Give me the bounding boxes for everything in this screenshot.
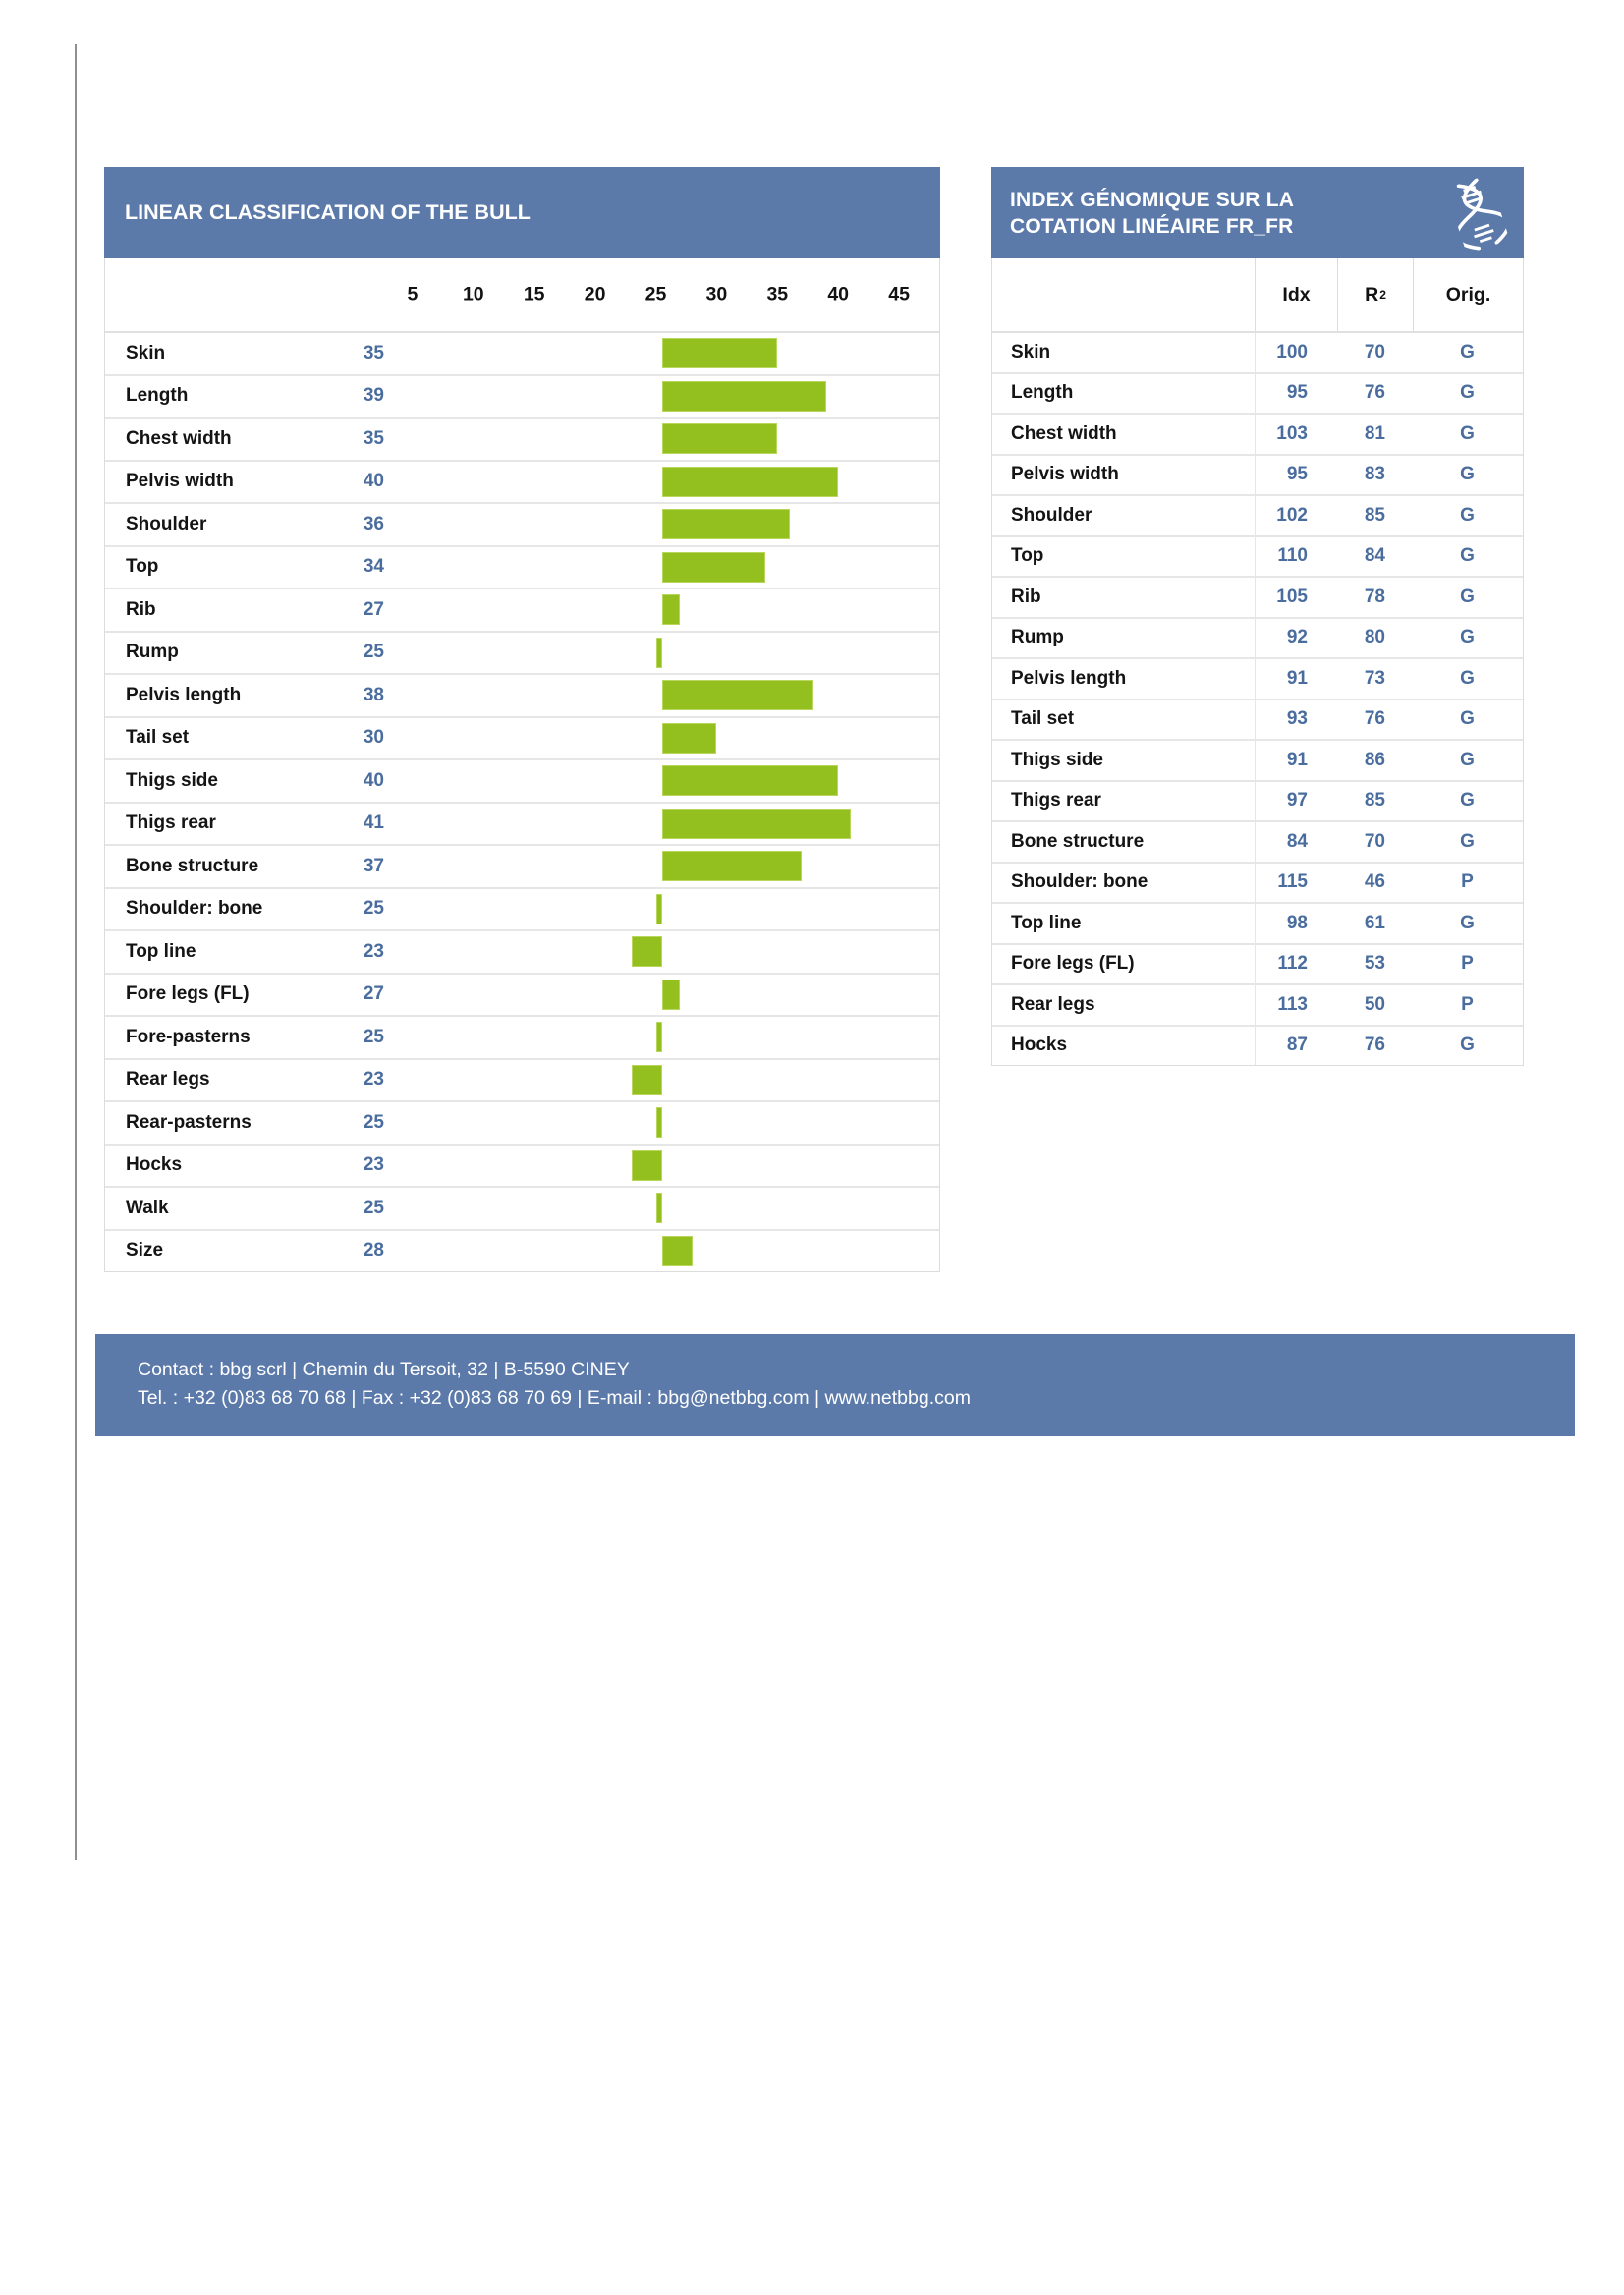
trait-label: Pelvis length [126, 684, 242, 705]
idx-value: 87 [1286, 1035, 1308, 1056]
left-table-row [105, 1060, 939, 1103]
right-table-row [992, 822, 1523, 864]
scale-row [105, 258, 939, 333]
right-table-row [992, 619, 1523, 660]
left-table-row [105, 846, 939, 889]
left-table-row [105, 975, 939, 1018]
left-table-header [104, 167, 940, 258]
trait-value: 23 [363, 1069, 384, 1091]
orig-value: G [1460, 504, 1475, 526]
idx-value: 110 [1277, 545, 1308, 567]
trait-label: Top line [126, 940, 196, 962]
trait-bar [632, 936, 662, 967]
orig-value: G [1460, 545, 1475, 567]
trait-label: Shoulder [1011, 504, 1092, 526]
r2-value: 83 [1364, 464, 1385, 485]
trait-label: Fore-pasterns [126, 1026, 251, 1047]
trait-value: 25 [363, 898, 384, 920]
trait-bar [656, 1107, 662, 1138]
dna-icon [1445, 174, 1509, 253]
trait-value: 41 [363, 812, 384, 834]
right-table-row [992, 985, 1523, 1027]
orig-value: G [1460, 1035, 1475, 1056]
col-orig: Orig. [1413, 258, 1523, 331]
r2-value: 70 [1364, 341, 1385, 363]
left-table-row [105, 1188, 939, 1231]
r2-value: 78 [1364, 586, 1385, 607]
trait-value: 35 [363, 342, 384, 364]
r2-value: 85 [1364, 790, 1385, 812]
trait-bar [662, 423, 778, 454]
r2-value: 46 [1364, 871, 1385, 893]
trait-label: Pelvis width [126, 471, 234, 492]
trait-label: Rump [126, 642, 179, 663]
trait-label: Thigs side [126, 769, 218, 791]
trait-label: Rump [1011, 627, 1064, 648]
scale-tick: 30 [705, 283, 728, 306]
trait-label: Size [126, 1240, 164, 1261]
left-table-row [105, 931, 939, 975]
right-table-row [992, 496, 1523, 537]
r2-value: 70 [1364, 830, 1385, 852]
right-table-title-line2: COTATION LINÉAIRE FR_FR [1010, 214, 1294, 238]
left-table-title: LINEAR CLASSIFICATION OF THE BULL [125, 200, 531, 224]
right-table-header [991, 167, 1524, 258]
trait-label: Chest width [1011, 422, 1117, 444]
trait-label: Fore legs (FL) [126, 983, 250, 1005]
trait-label: Tail set [126, 727, 190, 749]
left-table-row [105, 547, 939, 590]
right-table-row [992, 904, 1523, 945]
left-table-row [105, 1102, 939, 1146]
r2-value: 86 [1364, 749, 1385, 770]
right-table-row [992, 333, 1523, 374]
left-table-row [105, 1231, 939, 1272]
trait-label: Pelvis width [1011, 464, 1119, 485]
left-table-row [105, 889, 939, 932]
orig-value: P [1461, 953, 1474, 975]
idx-value: 97 [1286, 790, 1308, 812]
left-table-row [105, 633, 939, 676]
trait-value: 25 [363, 1111, 384, 1133]
scale-tick: 25 [644, 283, 667, 306]
idx-value: 98 [1286, 912, 1308, 933]
right-table-row [992, 659, 1523, 700]
col-idx: Idx [1255, 258, 1337, 331]
trait-label: Thigs rear [1011, 790, 1101, 812]
trait-label: Chest width [126, 427, 232, 449]
scale-tick: 10 [462, 283, 484, 306]
right-table-row [992, 456, 1523, 497]
left-table-row [105, 1017, 939, 1060]
trait-value: 36 [363, 513, 384, 534]
orig-value: G [1460, 341, 1475, 363]
trait-bar [632, 1150, 662, 1181]
col-trait [992, 258, 1255, 331]
right-table-row [992, 782, 1523, 823]
left-table-row [105, 462, 939, 505]
trait-label: Length [126, 385, 189, 407]
trait-label: Bone structure [126, 855, 259, 876]
idx-value: 113 [1277, 993, 1308, 1015]
trait-value: 25 [363, 642, 384, 663]
linear-classification-table [104, 167, 940, 1272]
trait-bar [662, 381, 826, 412]
right-table-row [992, 415, 1523, 456]
trait-value: 30 [363, 727, 384, 749]
right-table-row [992, 864, 1523, 905]
right-table-row [992, 537, 1523, 579]
right-table-row [992, 374, 1523, 416]
left-table-row [105, 333, 939, 376]
right-table-row [992, 945, 1523, 986]
trait-bar [662, 723, 717, 754]
idx-value: 112 [1277, 953, 1308, 975]
idx-value: 95 [1286, 382, 1308, 404]
left-table-rows [105, 333, 939, 1271]
trait-value: 25 [363, 1026, 384, 1047]
trait-bar [662, 980, 681, 1010]
footer-contact-bar [95, 1334, 1575, 1436]
r2-value: 61 [1364, 912, 1385, 933]
r2-value: 50 [1364, 993, 1385, 1015]
left-table-row [105, 675, 939, 718]
scale-tick: 5 [407, 283, 419, 306]
trait-value: 38 [363, 684, 384, 705]
trait-bar [656, 638, 662, 668]
trait-bar [656, 894, 662, 924]
orig-value: G [1460, 749, 1475, 770]
trait-label: Shoulder: bone [126, 898, 263, 920]
trait-bar [656, 1193, 662, 1223]
trait-label: Rib [126, 598, 156, 620]
right-table-rows [992, 333, 1523, 1065]
trait-bar [662, 552, 765, 583]
idx-value: 100 [1276, 341, 1308, 363]
trait-label: Skin [126, 342, 166, 364]
trait-label: Rear-pasterns [126, 1111, 252, 1133]
trait-value: 27 [363, 598, 384, 620]
r2-value: 76 [1364, 708, 1385, 730]
orig-value: G [1460, 464, 1475, 485]
trait-label: Fore legs (FL) [1011, 953, 1135, 975]
trait-label: Top [1011, 545, 1044, 567]
orig-value: P [1461, 871, 1474, 893]
scale-tick: 35 [766, 283, 789, 306]
left-table-row [105, 718, 939, 761]
trait-value: 39 [363, 385, 384, 407]
left-table-row [105, 376, 939, 420]
idx-value: 95 [1286, 464, 1308, 485]
r2-value: 73 [1364, 667, 1385, 689]
trait-label: Tail set [1011, 708, 1075, 730]
trait-bar [662, 765, 839, 796]
trait-label: Rear legs [1011, 993, 1095, 1015]
orig-value: G [1460, 627, 1475, 648]
trait-label: Thigs side [1011, 749, 1103, 770]
orig-value: G [1460, 708, 1475, 730]
idx-value: 91 [1286, 749, 1308, 770]
trait-bar [662, 509, 790, 539]
trait-value: 37 [363, 855, 384, 876]
trait-bar [656, 1022, 662, 1052]
right-table-row [992, 1027, 1523, 1066]
scale-tick: 15 [523, 283, 545, 306]
page-left-rule [75, 44, 77, 1860]
trait-value: 27 [363, 983, 384, 1005]
orig-value: G [1460, 667, 1475, 689]
footer-line1: Contact : bbg scrl | Chemin du Tersoit, 32 | B-5590 CINEY [138, 1359, 630, 1380]
r2-value: 53 [1364, 953, 1385, 975]
trait-value: 25 [363, 1197, 384, 1218]
r2-value: 76 [1364, 382, 1385, 404]
trait-value: 35 [363, 427, 384, 449]
trait-label: Top line [1011, 912, 1082, 933]
trait-label: Rib [1011, 586, 1041, 607]
left-table-row [105, 804, 939, 847]
trait-label: Walk [126, 1197, 169, 1218]
trait-bar [662, 594, 681, 625]
r2-value: 85 [1364, 504, 1385, 526]
trait-bar [662, 467, 839, 497]
scale-tick: 40 [827, 283, 850, 306]
right-table-title-line1: INDEX GÉNOMIQUE SUR LA [1010, 188, 1295, 211]
genomic-index-table [991, 167, 1524, 1066]
col-r2: R 2 [1337, 258, 1413, 331]
idx-value: 93 [1286, 708, 1308, 730]
trait-bar [662, 680, 814, 710]
orig-value: G [1460, 422, 1475, 444]
right-table-row [992, 700, 1523, 742]
trait-label: Pelvis length [1011, 667, 1127, 689]
idx-value: 115 [1277, 871, 1308, 893]
trait-label: Rear legs [126, 1069, 210, 1091]
idx-value: 84 [1286, 830, 1308, 852]
orig-value: G [1460, 912, 1475, 933]
r2-value: 80 [1364, 627, 1385, 648]
left-table-row [105, 589, 939, 633]
scale-tick: 20 [584, 283, 606, 306]
trait-bar [662, 1236, 693, 1266]
idx-value: 92 [1286, 627, 1308, 648]
trait-value: 34 [363, 556, 384, 578]
scale-tick: 45 [888, 283, 910, 306]
r2-value: 76 [1364, 1035, 1385, 1056]
trait-value: 28 [363, 1240, 384, 1261]
trait-value: 40 [363, 769, 384, 791]
right-table-row [992, 578, 1523, 619]
trait-value: 23 [363, 1154, 384, 1176]
orig-value: G [1460, 382, 1475, 404]
trait-label: Shoulder: bone [1011, 871, 1148, 893]
left-table-row [105, 760, 939, 804]
trait-label: Hocks [1011, 1035, 1068, 1056]
left-table-row [105, 1146, 939, 1189]
right-table-title [1010, 187, 1294, 240]
r2-value: 84 [1364, 545, 1385, 567]
idx-value: 105 [1276, 586, 1308, 607]
orig-value: G [1460, 586, 1475, 607]
trait-bar [662, 338, 778, 368]
footer-line2: Tel. : +32 (0)83 68 70 68 | Fax : +32 (0)83 68 70 69 | E-mail : bbg@netbbg.com | www.netbbg.com [138, 1387, 971, 1409]
trait-label: Length [1011, 382, 1074, 404]
left-table-row [105, 504, 939, 547]
trait-value: 23 [363, 940, 384, 962]
trait-label: Hocks [126, 1154, 183, 1176]
trait-bar [662, 809, 851, 839]
trait-label: Thigs rear [126, 812, 216, 834]
trait-value: 40 [363, 471, 384, 492]
trait-bar [632, 1065, 662, 1095]
orig-value: G [1460, 830, 1475, 852]
r2-value: 81 [1364, 422, 1385, 444]
trait-label: Bone structure [1011, 830, 1145, 852]
right-table-row [992, 741, 1523, 782]
trait-label: Shoulder [126, 513, 207, 534]
trait-label: Top [126, 556, 159, 578]
idx-value: 91 [1286, 667, 1308, 689]
idx-value: 103 [1276, 422, 1308, 444]
trait-bar [662, 851, 802, 881]
orig-value: P [1461, 993, 1474, 1015]
trait-label: Skin [1011, 341, 1051, 363]
orig-value: G [1460, 790, 1475, 812]
right-table-column-headers [992, 258, 1523, 333]
idx-value: 102 [1276, 504, 1308, 526]
left-table-row [105, 419, 939, 462]
